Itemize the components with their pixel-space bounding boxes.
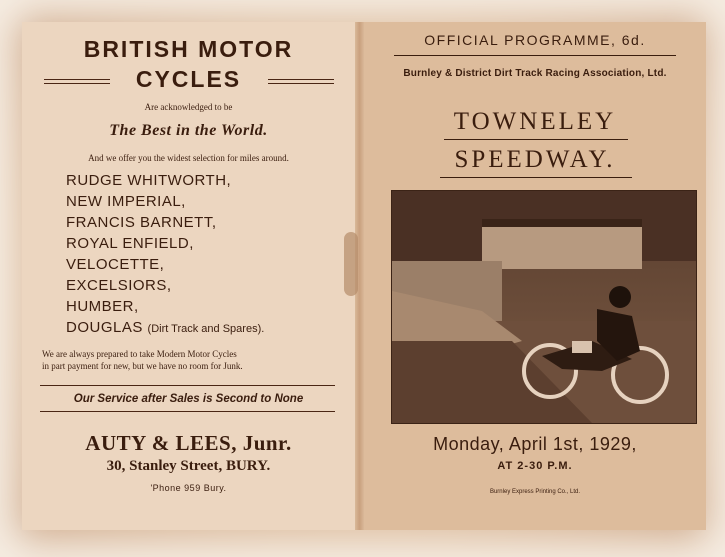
brand-name: DOUGLAS bbox=[66, 319, 143, 336]
event-time: AT 2-30 P.M. bbox=[497, 460, 573, 472]
advert-heading-line2: CYCLES bbox=[135, 66, 242, 92]
advert-page bbox=[22, 22, 355, 530]
brand-item: EXCELSIORS, bbox=[66, 277, 172, 294]
title-line1: TOWNELEY bbox=[453, 108, 617, 135]
brand-item: FRANCIS BARNETT, bbox=[66, 214, 217, 231]
price-rule bbox=[394, 55, 676, 56]
douglas-note: (Dirt Track and Spares). bbox=[147, 323, 265, 335]
dealer-address: 30, Stanley Street, BURY. bbox=[106, 458, 271, 474]
slogan: The Best in the World. bbox=[109, 122, 268, 139]
exchange-text bbox=[42, 348, 342, 372]
programme-cover bbox=[364, 22, 706, 530]
programme-price: OFFICIAL PROGRAMME, 6d. bbox=[424, 32, 646, 48]
printer-credit: Burnley Express Printing Co., Ltd. bbox=[489, 489, 581, 495]
brand-item-douglas bbox=[66, 317, 264, 340]
brand-item: ROYAL ENFIELD, bbox=[66, 235, 194, 252]
rider-photo bbox=[391, 190, 697, 424]
divider-top bbox=[40, 385, 335, 386]
advert-heading-line1: BRITISH MOTOR bbox=[83, 36, 294, 62]
brand-item: NEW IMPERIAL, bbox=[66, 193, 186, 210]
exchange-line2: in part payment for new, but we have no room for Junk. bbox=[42, 361, 243, 371]
title-line2: SPEEDWAY. bbox=[454, 146, 616, 173]
brand-item: RUDGE WHITWORTH, bbox=[66, 172, 232, 189]
association-name: Burnley & District Dirt Track Racing Association, Ltd. bbox=[403, 68, 667, 79]
heading-rule-right bbox=[268, 79, 334, 84]
title-underline1 bbox=[444, 139, 628, 140]
acknowledged-text: Are acknowledged to be bbox=[144, 102, 233, 112]
service-slogan: Our Service after Sales is Second to None bbox=[73, 393, 304, 405]
title-underline2 bbox=[440, 177, 632, 178]
staple bbox=[344, 232, 358, 296]
exchange-line1: We are always prepared to take Modern Motor Cycles bbox=[42, 349, 237, 359]
brand-item: VELOCETTE, bbox=[66, 256, 165, 273]
offer-text: And we offer you the widest selection for miles around. bbox=[88, 153, 289, 163]
rider-photo-image bbox=[392, 191, 696, 423]
dealer-name: AUTY & LEES, Junr. bbox=[85, 431, 292, 455]
brand-item: HUMBER, bbox=[66, 298, 139, 315]
divider-bottom bbox=[40, 411, 335, 412]
brand-list bbox=[66, 170, 264, 340]
dealer-phone: 'Phone 959 Bury. bbox=[150, 483, 227, 493]
event-date: Monday, April 1st, 1929, bbox=[433, 434, 637, 454]
